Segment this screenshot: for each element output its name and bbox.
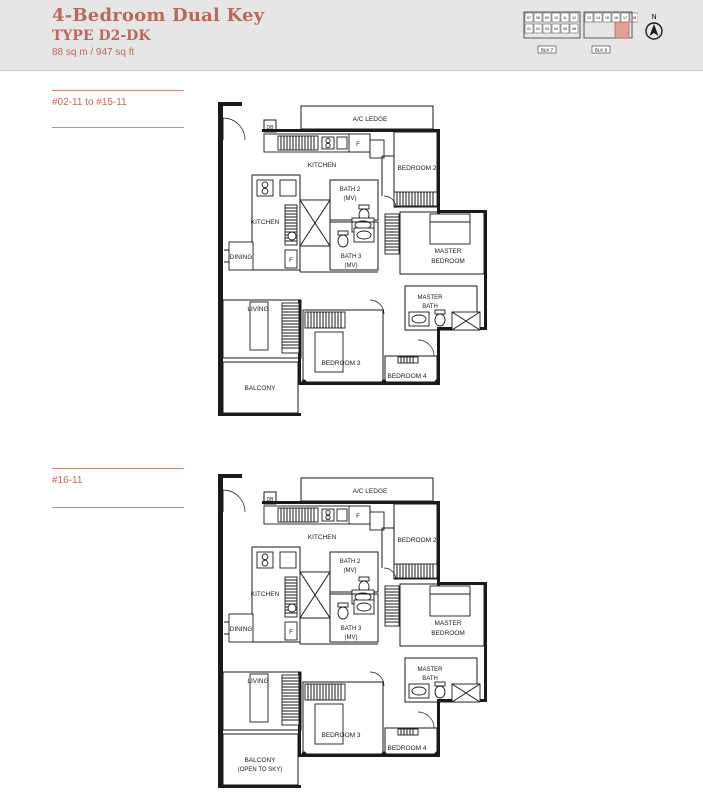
entry-door-swing <box>223 490 245 512</box>
block-label: BLK 7 <box>540 47 554 53</box>
key-plan-unit-number: 13 <box>587 16 591 20</box>
fridge-label: F <box>289 630 293 636</box>
key-plan-unit-number: 05 <box>563 27 567 31</box>
key-plan-unit-number: 14 <box>596 16 600 20</box>
room-label-masterbath1: MASTER <box>417 295 443 301</box>
block-label: BLK 9 <box>594 47 608 53</box>
key-plan-unit-number: 08 <box>536 16 540 20</box>
unit-type-title: 4-Bedroom Dual Key <box>52 5 265 26</box>
room-label-bath2-mv: (MV) <box>343 196 357 202</box>
ac-ledge-label: A/C LEDGE <box>352 488 388 495</box>
toilet-cistern <box>359 577 369 581</box>
column <box>382 752 387 757</box>
room-label-master2: BEDROOM <box>431 258 465 265</box>
room-label-bath2: BATH 2 <box>339 559 361 565</box>
room-label-bedroom4: BEDROOM 4 <box>387 745 427 752</box>
column <box>435 380 440 385</box>
wall <box>218 474 242 478</box>
master-bed <box>430 586 470 616</box>
toilet-bowl <box>338 607 348 619</box>
room-label-kitchen: KITCHEN <box>250 591 280 598</box>
room-label-bath2-mv: (MV) <box>343 568 357 574</box>
room-label-masterbath1: MASTER <box>417 667 443 673</box>
key-plan-unit-number: 09 <box>545 16 549 20</box>
toilet-cistern <box>435 682 445 686</box>
key-plan-unit-number: 03 <box>545 27 549 31</box>
sink <box>280 552 296 568</box>
sink <box>337 509 347 521</box>
fridge-label: F <box>289 258 293 264</box>
room-label-bedroom3: BEDROOM 3 <box>321 732 361 739</box>
column <box>382 380 387 385</box>
washer <box>288 604 296 612</box>
room-label-bedroom2: BEDROOM 2 <box>397 537 437 544</box>
room-label-bedroom2: BEDROOM 2 <box>397 165 437 172</box>
key-plan-unit-number: 01 <box>527 27 531 31</box>
room-label-living: LIVING <box>247 678 269 685</box>
wall <box>218 474 223 788</box>
unit-range-label <box>52 468 184 508</box>
burner <box>326 510 330 514</box>
room-label-master2: BEDROOM <box>431 630 465 637</box>
room-label-dining: DINING <box>229 626 253 633</box>
key-plan-unit-number: 07 <box>527 16 531 20</box>
key-plan-unit-number: 17 <box>623 16 627 20</box>
room-label-bath3-mv: (MV) <box>344 263 358 269</box>
key-plan-unit-number: 04 <box>554 27 558 31</box>
column <box>302 752 307 757</box>
room-label-balcony: BALCONY <box>244 385 276 392</box>
room-label-balcony: BALCONY <box>244 757 276 764</box>
room-label-living: LIVING <box>247 306 269 313</box>
unit-range-text: #16-11 <box>52 475 83 486</box>
fridge-label: F <box>356 142 360 148</box>
room-label-master1: MASTER <box>434 620 462 627</box>
burner <box>262 554 268 560</box>
key-plan-unit-number: 02 <box>536 27 540 31</box>
ac-ledge-label: A/C LEDGE <box>352 116 388 123</box>
db-label: DB <box>266 125 274 131</box>
room-label-masterbath2: BATH <box>422 304 438 310</box>
door-swing <box>418 712 434 728</box>
basin <box>412 687 426 695</box>
room-label-bath3: BATH 3 <box>340 254 362 260</box>
room-label-masterbath2: BATH <box>422 676 438 682</box>
unit-area: 88 sq m / 947 sq ft <box>52 47 135 58</box>
room-label-bath3-mv: (MV) <box>344 635 358 641</box>
burner <box>326 515 330 519</box>
unit-type-code: TYPE D2-DK <box>52 28 151 44</box>
toilet-bowl <box>435 686 445 698</box>
db-label: DB <box>266 497 274 503</box>
room-label-kitchen: KITCHEN <box>307 534 337 541</box>
unit-range-text: #02-11 to #15-11 <box>52 97 127 108</box>
room-label-bath2: BATH 2 <box>339 187 361 193</box>
key-plan-unit-number: 12 <box>572 16 576 20</box>
fridge-label: F <box>356 514 360 520</box>
door-swing <box>370 672 384 686</box>
key-plan-unit-number: 15 <box>605 16 609 20</box>
room-label-bedroom3: BEDROOM 3 <box>321 360 361 367</box>
burner <box>262 560 268 566</box>
column <box>302 380 307 385</box>
counter-end <box>370 512 384 530</box>
column <box>435 752 440 757</box>
room-label-balcony-note: (OPEN TO SKY) <box>237 767 283 773</box>
key-plan-unit-number: 11 <box>563 16 567 20</box>
toilet-cistern <box>338 603 348 607</box>
north-label: N <box>651 14 657 21</box>
room-label-dining: DINING <box>229 254 253 261</box>
room-label-bath3: BATH 3 <box>340 626 362 632</box>
room-label-master1: MASTER <box>434 248 462 255</box>
basin <box>357 603 371 611</box>
room-label-kitchen: KITCHEN <box>307 162 337 169</box>
key-plan-unit-number: 16 <box>614 16 618 20</box>
room-label-kitchen: KITCHEN <box>250 219 280 226</box>
key-plan-unit-number: 10 <box>554 16 558 20</box>
key-plan-unit-number: 06 <box>572 27 576 31</box>
key-plan-unit-number: 18 <box>632 16 636 20</box>
room-label-bedroom4: BEDROOM 4 <box>387 373 427 380</box>
